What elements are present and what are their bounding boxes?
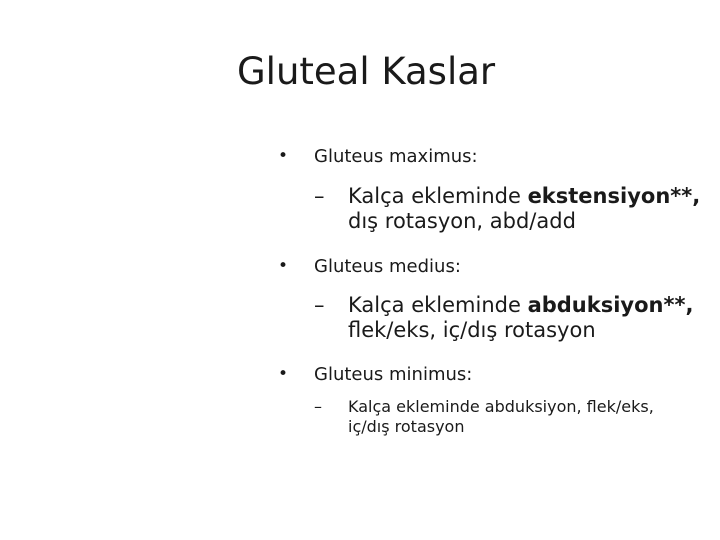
sub-bullet-emphasis: ekstensiyon**, <box>527 184 701 208</box>
bullet-item-label: Gluteus maximus: <box>314 146 478 167</box>
bullet-icon: • <box>278 364 289 384</box>
sub-bullet-text <box>348 184 700 234</box>
slide-title: Gluteal Kaslar <box>237 50 496 93</box>
bullet-item-label: Gluteus minimus: <box>314 364 473 385</box>
sub-bullet-emphasis: abduksiyon**, <box>527 293 694 317</box>
sub-bullet-line <box>348 293 693 318</box>
sub-bullet-line: Kalça ekleminde abduksiyon, flek/eks, <box>348 397 654 416</box>
sub-bullet-prefix: Kalça ekleminde <box>348 293 528 317</box>
sub-bullet-line <box>348 184 700 209</box>
sub-bullet-text <box>348 397 654 437</box>
bullet-item-label: Gluteus medius: <box>314 256 461 277</box>
sub-bullet-dash: – <box>314 397 322 416</box>
sub-bullet-dash: – <box>314 184 325 208</box>
bullet-icon: • <box>278 256 289 276</box>
sub-bullet-line: dış rotasyon, abd/add <box>348 209 576 234</box>
sub-bullet-prefix: Kalça ekleminde <box>348 184 528 208</box>
sub-bullet-line: iç/dış rotasyon <box>348 417 465 436</box>
sub-bullet-dash: – <box>314 293 325 317</box>
sub-bullet-text <box>348 293 693 343</box>
sub-bullet-line: flek/eks, iç/dış rotasyon <box>348 318 596 343</box>
bullet-icon: • <box>278 146 289 166</box>
